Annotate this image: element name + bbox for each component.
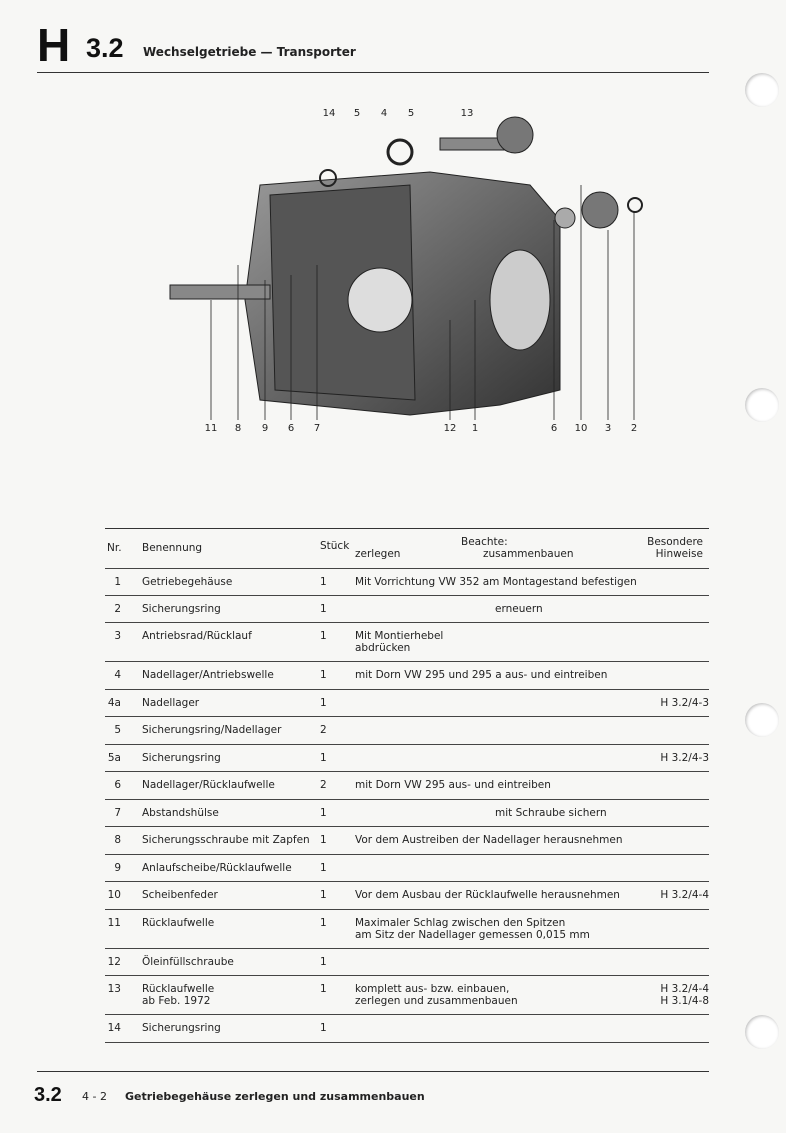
part-name: Rücklaufwelle ab Feb. 1972 bbox=[142, 983, 215, 1007]
quantity: 1 bbox=[320, 752, 327, 764]
header-disassemble: zerlegen bbox=[355, 548, 401, 560]
row-number: 2 bbox=[114, 603, 121, 615]
row-number: 5a bbox=[107, 752, 121, 764]
punch-hole bbox=[745, 703, 779, 737]
row-number: 14 bbox=[107, 1022, 121, 1034]
reference: H 3.2/4-4 bbox=[660, 889, 709, 901]
table-header bbox=[105, 528, 709, 569]
parts-table bbox=[105, 528, 709, 1043]
note-disassemble: Maximaler Schlag zwischen den Spitzen am Sitz der Nadellager gemessen 0,015 mm bbox=[355, 917, 590, 941]
row-number: 10 bbox=[107, 889, 121, 901]
note-assemble: erneuern bbox=[495, 603, 543, 615]
callout-label: 14 bbox=[322, 108, 336, 119]
callout-label: 8 bbox=[234, 423, 242, 434]
row-number: 12 bbox=[107, 956, 121, 968]
table-row bbox=[105, 745, 709, 772]
note-disassemble: Mit Vorrichtung VW 352 am Montagestand befestigen bbox=[355, 576, 637, 588]
quantity: 1 bbox=[320, 983, 327, 995]
part-name: Sicherungsschraube mit Zapfen bbox=[142, 834, 310, 846]
quantity: 1 bbox=[320, 630, 327, 642]
row-number: 4a bbox=[107, 697, 121, 709]
note-assemble: mit Schraube sichern bbox=[495, 807, 607, 819]
quantity: 1 bbox=[320, 889, 327, 901]
callout-label: 11 bbox=[204, 423, 218, 434]
table-row bbox=[105, 623, 709, 662]
footer-rule bbox=[37, 1071, 709, 1072]
part-name: Sicherungsring bbox=[142, 752, 221, 764]
part-name: Öleinfüllschraube bbox=[142, 956, 234, 968]
part-name: Nadellager/Rücklaufwelle bbox=[142, 779, 275, 791]
callout-label: 13 bbox=[460, 108, 474, 119]
callout-label: 6 bbox=[550, 423, 558, 434]
row-number: 4 bbox=[114, 669, 121, 681]
header-rule bbox=[37, 72, 709, 73]
table-row bbox=[105, 800, 709, 827]
note-disassemble: mit Dorn VW 295 und 295 a aus- und eintreiben bbox=[355, 669, 608, 681]
reference: H 3.2/4-4 H 3.1/4-8 bbox=[660, 983, 709, 1007]
callout-label: 5 bbox=[353, 108, 361, 119]
part-name: Nadellager/Antriebswelle bbox=[142, 669, 274, 681]
part-name: Anlaufscheibe/Rücklaufwelle bbox=[142, 862, 292, 874]
quantity: 1 bbox=[320, 862, 327, 874]
table-row bbox=[105, 827, 709, 855]
quantity: 2 bbox=[320, 779, 327, 791]
table-row bbox=[105, 882, 709, 910]
quantity: 1 bbox=[320, 697, 327, 709]
header-ref: Besondere Hinweise bbox=[647, 536, 703, 560]
row-number: 1 bbox=[114, 576, 121, 588]
part-name: Antriebsrad/Rücklauf bbox=[142, 630, 252, 642]
callout-label: 9 bbox=[261, 423, 269, 434]
callout-label: 7 bbox=[313, 423, 321, 434]
quantity: 1 bbox=[320, 669, 327, 681]
footer-page-number: 4 - 2 bbox=[82, 1090, 107, 1103]
table-row bbox=[105, 772, 709, 800]
row-number: 9 bbox=[114, 862, 121, 874]
callout-label: 4 bbox=[380, 108, 388, 119]
table-row bbox=[105, 596, 709, 623]
note-disassemble: mit Dorn VW 295 aus- und eintreiben bbox=[355, 779, 551, 791]
callout-label: 10 bbox=[574, 423, 588, 434]
quantity: 1 bbox=[320, 834, 327, 846]
note-disassemble: Vor dem Ausbau der Rücklaufwelle herausnehmen bbox=[355, 889, 620, 901]
table-row bbox=[105, 717, 709, 745]
callout-label: 6 bbox=[287, 423, 295, 434]
quantity: 1 bbox=[320, 576, 327, 588]
row-number: 13 bbox=[107, 983, 121, 995]
callout-label: 5 bbox=[407, 108, 415, 119]
part-name: Sicherungsring bbox=[142, 1022, 221, 1034]
part-name: Abstandshülse bbox=[142, 807, 219, 819]
table-row bbox=[105, 1015, 709, 1043]
quantity: 1 bbox=[320, 807, 327, 819]
header-note: Beachte: bbox=[461, 536, 508, 548]
gearbox-housing-photo bbox=[150, 100, 670, 430]
quantity: 1 bbox=[320, 603, 327, 615]
table-row bbox=[105, 910, 709, 949]
row-number: 8 bbox=[114, 834, 121, 846]
table-row bbox=[105, 690, 709, 717]
footer-title: Getriebegehäuse zerlegen und zusammenbauen bbox=[125, 1090, 425, 1103]
page-title: Wechselgetriebe — Transporter bbox=[143, 45, 356, 59]
section-letter: H bbox=[37, 19, 71, 71]
header-qty: Stück bbox=[320, 540, 350, 552]
row-number: 3 bbox=[114, 630, 121, 642]
quantity: 2 bbox=[320, 724, 327, 736]
part-name: Sicherungsring bbox=[142, 603, 221, 615]
note-disassemble: komplett aus- bzw. einbauen, zerlegen und zusammenbauen bbox=[355, 983, 518, 1007]
reference: H 3.2/4-3 bbox=[660, 697, 709, 709]
row-number: 7 bbox=[114, 807, 121, 819]
callout-label: 2 bbox=[630, 423, 638, 434]
callout-label: 3 bbox=[604, 423, 612, 434]
punch-hole bbox=[745, 388, 779, 422]
note-disassemble: Mit Montierhebel abdrücken bbox=[355, 630, 444, 654]
part-name: Getriebegehäuse bbox=[142, 576, 233, 588]
part-name: Rücklaufwelle bbox=[142, 917, 215, 929]
header-nr: Nr. bbox=[107, 542, 122, 554]
quantity: 1 bbox=[320, 956, 327, 968]
punch-hole bbox=[745, 1015, 779, 1049]
row-number: 6 bbox=[114, 779, 121, 791]
footer-section: 3.2 bbox=[34, 1084, 62, 1106]
table-row bbox=[105, 662, 709, 690]
row-number: 11 bbox=[107, 917, 121, 929]
table-row bbox=[105, 569, 709, 596]
reference: H 3.2/4-3 bbox=[660, 752, 709, 764]
callout-label: 1 bbox=[471, 423, 479, 434]
part-name: Nadellager bbox=[142, 697, 200, 709]
note-disassemble: Vor dem Austreiben der Nadellager herausnehmen bbox=[355, 834, 623, 846]
quantity: 1 bbox=[320, 917, 327, 929]
section-number: 3.2 bbox=[86, 33, 124, 63]
part-name: Sicherungsring/Nadellager bbox=[142, 724, 282, 736]
row-number: 5 bbox=[114, 724, 121, 736]
table-row bbox=[105, 976, 709, 1015]
punch-hole bbox=[745, 73, 779, 107]
part-name: Scheibenfeder bbox=[142, 889, 218, 901]
quantity: 1 bbox=[320, 1022, 327, 1034]
header-name: Benennung bbox=[142, 542, 203, 554]
table-row bbox=[105, 855, 709, 882]
header-assemble: zusammenbauen bbox=[483, 548, 574, 560]
table-row bbox=[105, 949, 709, 976]
callout-label: 12 bbox=[443, 423, 457, 434]
